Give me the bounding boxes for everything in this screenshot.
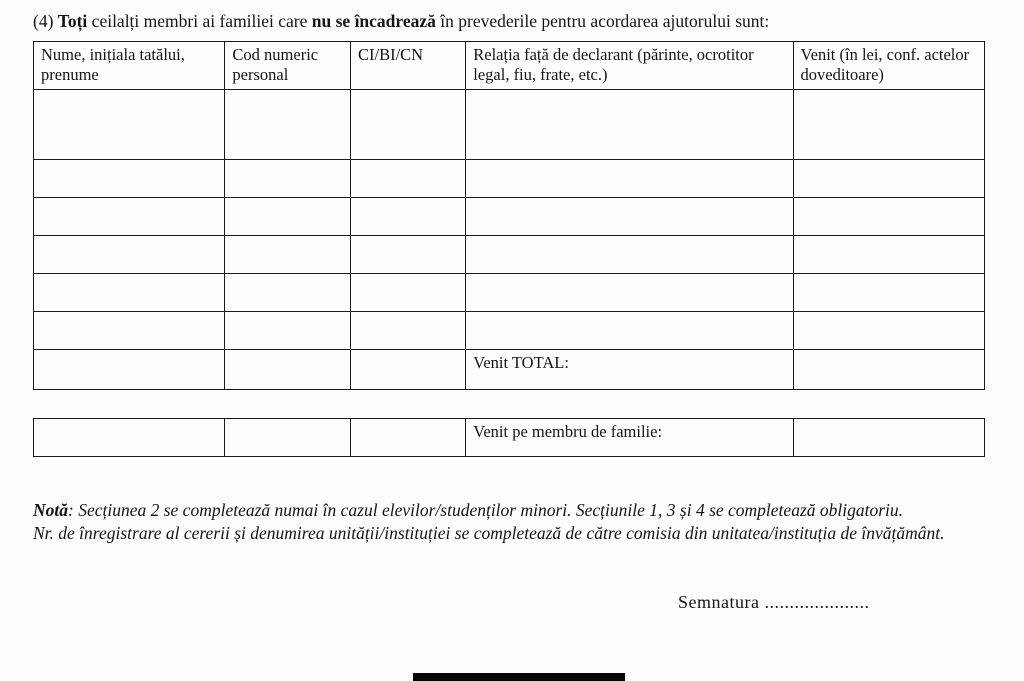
intro-bold-nu-se-incadreaza: nu se încadrează — [311, 11, 436, 31]
empty-cell — [466, 197, 793, 235]
empty-cell — [793, 159, 984, 197]
empty-cell — [350, 418, 465, 456]
empty-cell — [466, 159, 793, 197]
empty-row — [34, 197, 985, 235]
venit-total-label: Venit TOTAL: — [466, 349, 793, 389]
empty-cell — [34, 159, 225, 197]
empty-cell — [225, 418, 351, 456]
note-paragraph-1 — [33, 499, 963, 522]
empty-cell — [225, 197, 351, 235]
intro-bold-toti: Toți — [57, 11, 88, 31]
empty-cell — [350, 311, 465, 349]
empty-cell — [225, 89, 351, 159]
empty-cell — [350, 349, 465, 389]
empty-cell — [34, 311, 225, 349]
intro-suffix: în prevederile pentru acordarea ajutorului sunt: — [435, 11, 770, 31]
intro-mid: ceilalți membri ai familiei care — [87, 11, 312, 31]
family-members-table — [33, 41, 985, 390]
empty-cell — [350, 197, 465, 235]
empty-cell — [350, 159, 465, 197]
venit-pe-membru-label: Venit pe membru de familie: — [466, 418, 793, 456]
empty-cell — [34, 235, 225, 273]
scan-artifact-bar — [413, 673, 625, 681]
header-ci-bi-cn: CI/BI/CN — [350, 41, 465, 89]
empty-cell — [793, 197, 984, 235]
venit-total-value-cell — [793, 349, 984, 389]
empty-cell — [793, 89, 984, 159]
empty-cell — [793, 235, 984, 273]
header-nume: Nume, inițiala tatălui, prenume — [34, 41, 225, 89]
note-section — [33, 499, 963, 545]
empty-cell — [34, 89, 225, 159]
empty-cell — [466, 89, 793, 159]
venit-pe-membru-value-cell — [793, 418, 984, 456]
per-member-row — [34, 418, 985, 456]
header-cnp: Cod numeric personal — [225, 41, 351, 89]
empty-cell — [793, 273, 984, 311]
table-body — [34, 89, 985, 389]
empty-cell — [225, 311, 351, 349]
table-header-row — [34, 41, 985, 89]
empty-cell — [466, 235, 793, 273]
intro-prefix: (4) — [33, 11, 58, 31]
empty-row — [34, 273, 985, 311]
section-4-intro — [33, 10, 985, 33]
empty-cell — [34, 418, 225, 456]
empty-cell — [793, 311, 984, 349]
empty-row — [34, 311, 985, 349]
empty-cell — [350, 89, 465, 159]
note-text-1: : Secțiunea 2 se completează numai în cazul elevilor/studenților minori. Secțiunile 1, 3 și 4 se completează obligatoriu. — [68, 499, 904, 520]
empty-cell — [34, 273, 225, 311]
empty-row — [34, 159, 985, 197]
empty-cell — [225, 235, 351, 273]
total-row — [34, 349, 985, 389]
empty-cell — [466, 273, 793, 311]
empty-cell — [466, 311, 793, 349]
empty-cell — [350, 273, 465, 311]
empty-cell — [225, 349, 351, 389]
empty-cell — [225, 273, 351, 311]
empty-cell — [350, 235, 465, 273]
empty-row — [34, 89, 985, 159]
note-label: Notă — [33, 499, 68, 520]
note-text-2: Nr. de înregistrare al cererii și denumirea unității/instituției se completează de către comisia din unitatea/instituția de învățământ. — [33, 522, 945, 543]
note-paragraph-2 — [33, 522, 963, 545]
empty-cell — [34, 349, 225, 389]
header-relatia: Relația față de declarant (părinte, ocrotitor legal, fiu, frate, etc.) — [466, 41, 793, 89]
empty-row — [34, 235, 985, 273]
per-member-table — [33, 418, 985, 457]
empty-cell — [225, 159, 351, 197]
header-venit: Venit (în lei, conf. actelor doveditoare) — [793, 41, 984, 89]
signature-line: Semnatura ..................... — [678, 592, 870, 613]
empty-cell — [34, 197, 225, 235]
